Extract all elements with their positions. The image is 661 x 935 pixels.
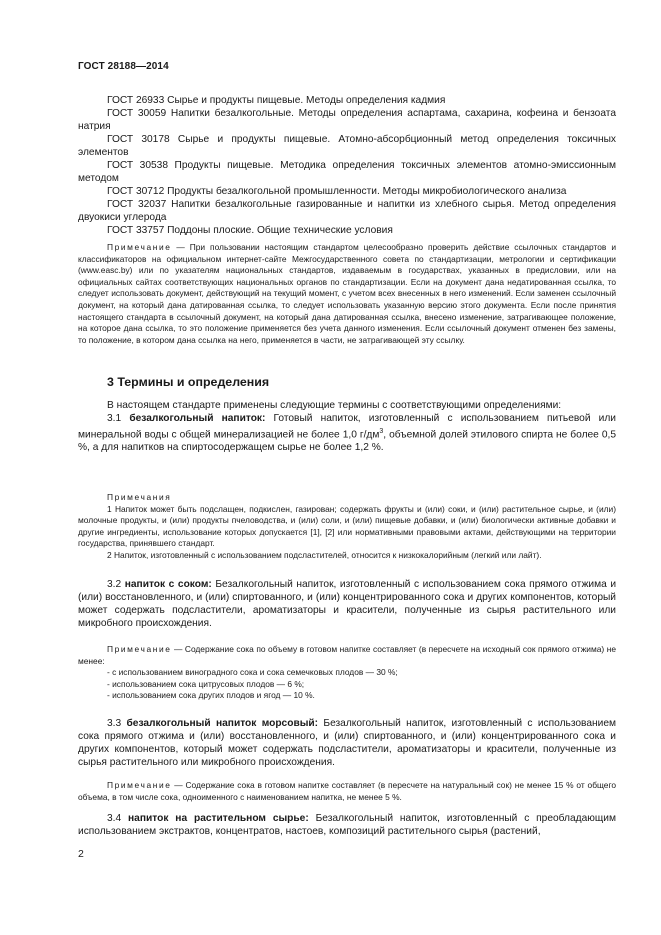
term-number: 3.3 bbox=[107, 718, 127, 729]
note-label: Примечание bbox=[107, 242, 172, 252]
term-name: безалкогольный напиток морсовый: bbox=[126, 718, 319, 729]
references-note-text bbox=[78, 242, 616, 346]
page-number: 2 bbox=[78, 848, 84, 860]
note-label: Примечание bbox=[107, 644, 172, 654]
notes-label: Примечания bbox=[107, 492, 172, 502]
section-heading: 3 Термины и определения bbox=[107, 375, 270, 389]
term-3-3 bbox=[78, 717, 616, 769]
note-item: 2 Напиток, изготовленный с использованием подсластителей, относится к низкокалорийным (легкий или лайт). bbox=[107, 549, 542, 560]
term-3-1-notes bbox=[78, 492, 616, 562]
term-number: 3.1 bbox=[107, 413, 130, 424]
superscript: 3 bbox=[379, 428, 384, 435]
reference-item: ГОСТ 30178 Сырье и продукты пищевые. Атомно-абсорбционный метод определения токсичных элементов bbox=[78, 134, 616, 158]
term-3-1 bbox=[78, 412, 616, 454]
normative-references-list bbox=[78, 94, 616, 237]
note-label: Примечание bbox=[107, 780, 172, 790]
term-definition-cont: , объемной долей этилового спирта не более 0,5 %, а для напитков на спиртосодержащем сырье не более 1,2 %. bbox=[78, 429, 616, 454]
note-list-item: - использованием сока цитрусовых плодов — 6 %; bbox=[107, 678, 305, 689]
term-name: напиток с соком: bbox=[124, 579, 212, 590]
note-list-item: - использованием сока других плодов и ягод — 10 %. bbox=[107, 690, 315, 701]
note-body: — Содержание сока по объему в готовом напитке составляет (в пересчете на исходный сок прямого отжима) не менее: bbox=[78, 644, 616, 666]
document-header: ГОСТ 28188—2014 bbox=[78, 61, 169, 72]
reference-item: ГОСТ 30059 Напитки безалкогольные. Методы определения аспартама, сахарина, кофеина и бензоата натрия bbox=[78, 108, 616, 132]
term-definition: Безалкогольный напиток, изготовленный с использованием сока прямого отжима и (или) восстановленного, и (или) спиртованного, и (или) концентрированного сока и других компонентов, который может содержать подсластители, ароматизаторы и красители, полученные из сырья растительного или микробного происхождения. bbox=[78, 718, 616, 768]
term-3-2 bbox=[78, 578, 616, 630]
term-number: 3.4 bbox=[107, 813, 129, 824]
section-intro: В настоящем стандарте применены следующие термины с соответствующими определениями: bbox=[107, 400, 562, 411]
term-name: напиток на растительном сырье: bbox=[128, 813, 309, 824]
term-definition: Готовый напиток, изготовленный с использованием питьевой или минеральной воды с общей минерализацией не более 1,0 г/дм bbox=[78, 413, 616, 441]
reference-item: ГОСТ 32037 Напитки безалкогольные газированные и напитки из хлебного сырья. Метод определения двуокиси углерода bbox=[78, 199, 616, 223]
note-body: — При пользовании настоящим стандартом целесообразно проверить действие ссылочных стандартов и классификаторов на официальном интернет-сайте Межгосударственного совета по стандартизации, метрологии и сертификации (www.easc.by) или по указателям национальных стандартов, издаваемым в государствах, указанных в предисловии, или на официальных сайтах соответствующих национальных органов по стандартизации. Если на документ дана недатированная ссылка, то следует использовать документ, действующий на текущий момент, с учетом всех внесенных в него изменений. Если заменен ссылочный документ, на который дана датированная ссылка, то следует использовать указанную версию этого документа. Если после принятия настоящего стандарта в ссылочный документ, на который дана датированная ссылка, внесено изменение, затрагивающее положение, на которое дана ссылка, то это положение применяется без учета данного изменения. Если ссылочный документ отменен без замены, то положение, в котором дана ссылка на него, применяется в части, не затрагивающей эту ссылку. bbox=[78, 242, 616, 345]
references-note bbox=[78, 242, 616, 346]
note-list-item: - с использованием виноградного сока и сока семечковых плодов — 30 %; bbox=[107, 667, 398, 678]
reference-item: ГОСТ 33757 Поддоны плоские. Общие технические условия bbox=[107, 225, 393, 236]
reference-item: ГОСТ 30712 Продукты безалкогольной промышленности. Методы микробиологического анализа bbox=[107, 186, 567, 197]
note-body: — Содержание сока в готовом напитке составляет (в пересчете на натуральный сок) не менее 15 % от общего объема, в том числе сока, одноименного с наименованием напитка, не менее 5 %. bbox=[78, 780, 616, 802]
term-name: безалкогольный напиток: bbox=[129, 413, 266, 424]
section-3-body bbox=[78, 399, 616, 454]
term-3-4 bbox=[78, 812, 616, 838]
reference-item: ГОСТ 30538 Продукты пищевые. Методика определения токсичных элементов атомно-эмиссионным методом bbox=[78, 160, 616, 184]
term-number: 3.2 bbox=[107, 579, 125, 590]
reference-item: ГОСТ 26933 Сырье и продукты пищевые. Методы определения кадмия bbox=[107, 95, 446, 106]
term-definition: Безалкогольный напиток, изготовленный с использованием сока прямого отжима и (или) восстановленного, и (или) спиртованного, и (или) концентрированного сока и других компонентов, который может содержать подсластители, ароматизаторы и красители, полученные из сырья растительного или микробного происхождения. bbox=[78, 579, 617, 629]
term-definition: Безалкогольный напиток, изготовленный с преобладающим использованием экстрактов, концентратов, настоев, композиций растительного сырья (растений, bbox=[78, 813, 616, 837]
note-item: 1 Напиток может быть подслащен, подкислен, газирован; содержать фрукты и (или) соки, и (или) растительное сырье, и (или) молочные продукты, и (или) продукты пчеловодства, и (или) соли, и (или) пищевые добавки, и (или) биологически активные добавки и другие ингредиенты, использование которых допускается [1], [2] или нормативными правовыми актами, действующими на территории государства, принявшего стандарт. bbox=[78, 503, 616, 549]
term-3-3-note bbox=[78, 780, 616, 803]
term-3-2-note bbox=[78, 644, 616, 702]
